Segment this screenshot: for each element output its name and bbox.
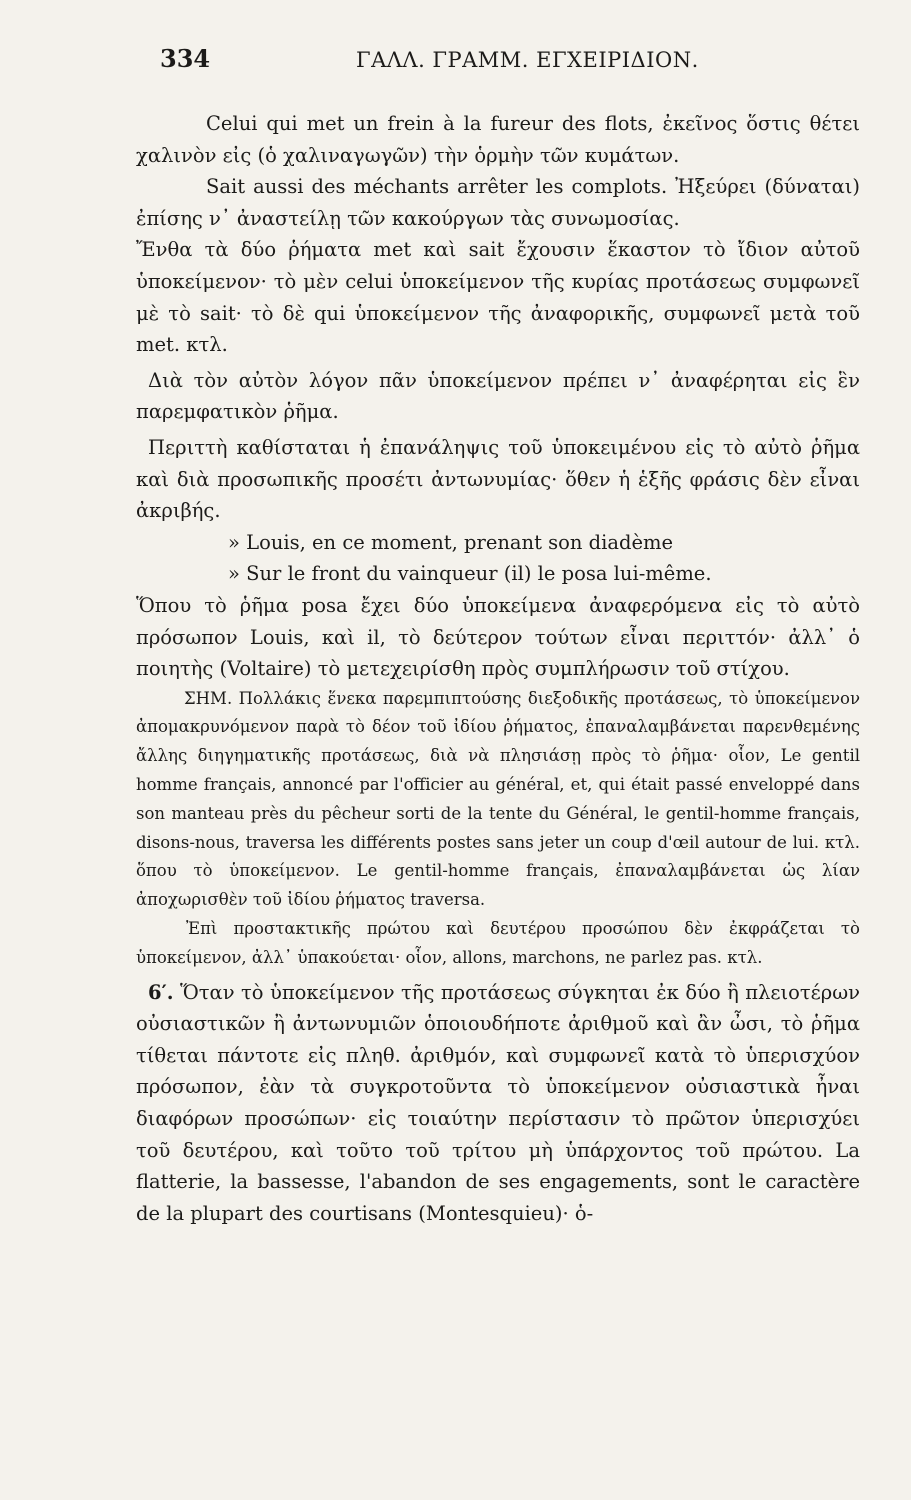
verse-line: » Sur le front du vainqueur (il) le posa lui-même. — [228, 562, 712, 586]
body-paragraph: Περιττὴ καθίσταται ἡ ἐπανάληψις τοῦ ὑποκειμένου εἰς τὸ αὐτὸ ῥῆμα καὶ διὰ προσωπικῆς προσέτι ἀντωνυμίας· ὅθεν ἡ ἑξῆς φράσις δὲν εἶναι ἀκριβής. — [136, 435, 860, 523]
note-paragraph: ΣΗΜ. Πολλάκις ἕνεκα παρεμπιπτούσης διεξοδικῆς προτάσεως, τὸ ὑποκείμενον ἀπομακρυνόμενον παρὰ τὸ δέον τοῦ ἰδίου ῥήματος, ἐπαναλαμβάνεται παρενθεμένης ἄλλης διηγηματικῆς προτάσεως, διὰ νὰ πλησιάσῃ πρὸς τὸ ῥῆμα· οἷον, Le gentil homme français, annoncé par l'officier au général, et, qui était passé enveloppé dans son manteau près du pêcheur sorti de la tente du Général, le gentil-homme français, disons-nous, traversa les différents postes sans jeter un coup d'œil autour de lui. κτλ. ὅπου τὸ ὑποκείμενον. Le gentil-homme français, ἐπαναλαμβάνεται ὡς λίαν ἀποχωρισθὲν τοῦ ἰδίου ῥήματος traversa. — [136, 688, 860, 910]
page-number: 334 — [160, 44, 211, 73]
body-paragraph: Διὰ τὸν αὐτὸν λόγον πᾶν ὑποκείμενον πρέπει ν᾽ ἀναφέρηται εἰς ἓν παρεμφατικὸν ῥῆμα. — [136, 368, 860, 424]
verse-quote-paragraph: Sait aussi des méchants arrêter les complots. Ἠξεύρει (δύναται) ἐπίσης ν᾽ ἀναστείλῃ τῶν κακούργων τὰς συνωμοσίας. — [136, 175, 860, 230]
running-title: ΓΑΛΛ. ΓΡΑΜΜ. ΕΓΧΕΙΡΙΔΙΟΝ. — [356, 48, 699, 72]
body-paragraph: Ἔνθα τὰ δύο ῥήματα met καὶ sait ἔχουσιν ἕκαστον τὸ ἴδιον αὐτοῦ ὑποκείμενον· τὸ μὲν celui ὑποκείμενον τῆς κυρίας προτάσεως συμφωνεῖ μὲ τὸ sait· τὸ δὲ qui ὑποκείμενον τῆς ἀναφορικῆς, συμφωνεῖ μετὰ τοῦ met. κτλ. — [136, 238, 860, 357]
verse-quote-paragraph: Celui qui met un frein à la fureur des flots, ἐκεῖνος ὅστις θέτει χαλινὸν εἰς (ὁ χαλιναγωγῶν) τὴν ὁρμὴν τῶν κυμάτων. — [136, 112, 860, 167]
note-paragraph: Ἐπὶ προστακτικῆς πρώτου καὶ δευτέρου προσώπου δὲν ἐκφράζεται τὸ ὑποκείμενον, ἀλλ᾽ ὑπακούεται· οἷον, allons, marchons, ne parlez pas. κτλ. — [136, 919, 860, 967]
section-paragraph — [136, 977, 860, 1230]
body-paragraph: Ὅπου τὸ ῥῆμα posa ἔχει δύο ὑποκείμενα ἀναφερόμενα εἰς τὸ αὐτὸ πρόσωπον Louis, καὶ il, τὸ δεύτερον τούτων εἶναι περιττόν· ἀλλ᾽ ὁ ποιητὴς (Voltaire) τὸ μετεχειρίσθη πρὸς συμπλήρωσιν τοῦ στίχου. — [136, 593, 860, 681]
main-text — [136, 108, 860, 1229]
page-header — [160, 44, 860, 84]
section-label: 6′. — [148, 980, 174, 1004]
section-text: Ὅταν τὸ ὑποκείμενον τῆς προτάσεως σύγκηται ἐκ δύο ἢ πλειοτέρων οὐσιαστικῶν ἢ ἀντωνυμιῶν ὁποιουδήποτε ἀριθμοῦ καὶ ἂν ὦσι, τὸ ῥῆμα τίθεται πάντοτε εἰς πληθ. ἀριθμόν, καὶ συμφωνεῖ κατὰ τὸ ὑπερισχύον πρόσωπον, ἐὰν τὰ συγκροτοῦντα τὸ ὑποκείμενον οὐσιαστικὰ ἦναι διαφόρων προσώπων· εἰς τοιαύτην περίστασιν τὸ πρῶτον ὑπερισχύει τοῦ δευτέρου, καὶ τοῦτο τοῦ τρίτου μὴ ὑπάρχοντος τοῦ πρώτου. La flatterie, la bassesse, l'abandon de ses engagements, sont le caractère de la plupart des courtisans (Montesquieu)· ὁ- — [136, 980, 860, 1225]
verse-line: » Louis, en ce moment, prenant son diadème — [228, 530, 674, 554]
